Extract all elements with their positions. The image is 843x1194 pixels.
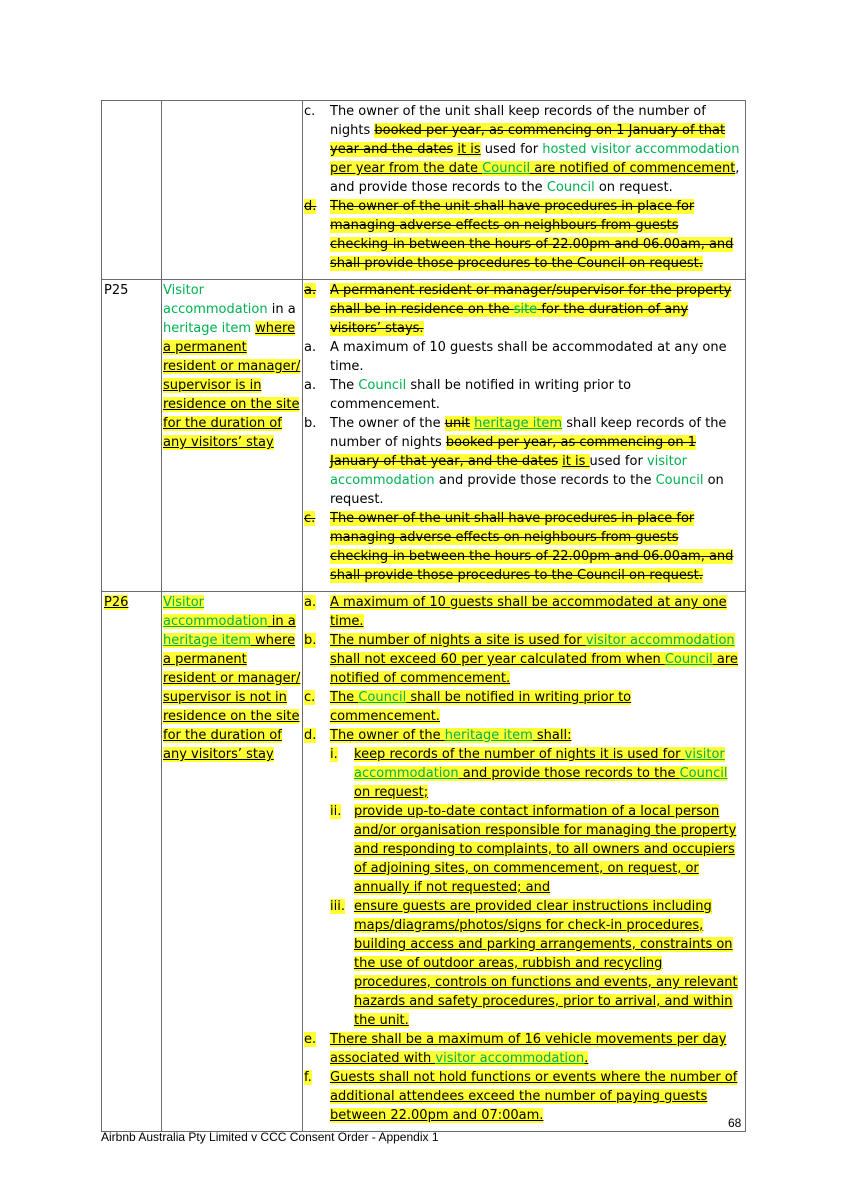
text-run: The owner of the (330, 728, 445, 743)
text-run: Visitor accommodation (163, 283, 268, 317)
clause-block (303, 1068, 741, 1125)
clause (303, 197, 741, 273)
text-run: visitor accommodation (585, 633, 735, 648)
clause (303, 509, 741, 585)
clause-text (330, 338, 741, 376)
text-run: visitor accommodation (435, 1051, 585, 1066)
clause-block (303, 593, 741, 631)
text-run: per year from the date (330, 161, 483, 176)
text-run: used for (480, 142, 543, 157)
text-run: . (584, 1051, 589, 1066)
text-run: shall be notified in writing prior to commencement. (330, 378, 632, 412)
rule-code-cell (102, 101, 162, 280)
clause-text (330, 376, 741, 414)
clause-label-text: b. (304, 633, 317, 648)
text-run: and provide those records to the (434, 473, 656, 488)
clause-label-text: d. (304, 199, 317, 214)
text-run: heritage item (474, 416, 563, 431)
clause-label-text: a. (304, 595, 317, 610)
clause-block (303, 414, 741, 509)
sub-clause (328, 745, 741, 802)
text-run: A maximum of 10 guests shall be accommodated at any one time. (330, 595, 727, 629)
text-run: booked per year, as commencing on 1 January of that year and the dates (330, 123, 726, 157)
clause-label (303, 509, 330, 585)
clause (303, 631, 741, 688)
text-run: Council (358, 690, 407, 705)
clause-label-text: a. (304, 378, 317, 393)
clause-label-text: f. (304, 1070, 312, 1085)
clause (303, 338, 741, 376)
text-run: visitor accommodation (354, 747, 725, 781)
text-run: it is (457, 142, 481, 157)
clause-text (330, 726, 741, 745)
text-run: it is (562, 454, 590, 469)
text-run: A permanent resident or manager/supervisor for the property shall be in residence on the (330, 283, 732, 317)
clause-block (303, 726, 741, 1030)
clause-label-text: c. (304, 104, 316, 119)
text-run: , and provide those records to the (330, 161, 740, 195)
rule-code-cell (102, 592, 162, 1132)
clause (303, 1030, 741, 1068)
text-run: Council (546, 180, 595, 195)
text-run: P25 (104, 283, 129, 298)
text-run: are notified of commencement. (330, 652, 738, 686)
text-run: site (513, 302, 538, 317)
sub-clause-text (354, 802, 741, 897)
clause-label-text: e. (304, 1032, 317, 1047)
text-run: The owner of the unit shall keep records of the number of nights (330, 104, 706, 138)
clause-label (303, 593, 330, 631)
clause-block (303, 631, 741, 688)
text-run: hosted visitor accommodation (542, 142, 740, 157)
clause-text (330, 1030, 741, 1068)
activity-heading-cell (162, 280, 303, 592)
clause (303, 593, 741, 631)
text-run: Council (655, 473, 704, 488)
activity-heading-cell (162, 101, 303, 280)
sub-clause-label (328, 745, 354, 802)
text-run: booked per year, as commencing on 1 January of that year, and the dates (330, 435, 697, 469)
sub-clause-label (328, 802, 354, 897)
text-run: used for (589, 454, 647, 469)
text-run: The owner of the (330, 416, 445, 431)
clause-block (303, 338, 741, 376)
text-run: on request. (330, 473, 724, 507)
clause (303, 726, 741, 745)
text-run: in a (267, 302, 296, 317)
clause-text (330, 281, 741, 338)
text-run: The owner of the unit shall have procedures in place for managing adverse effects on neighbours from guests checking-in between the hours of 22.00pm and 06.00am, and shall provide those procedures to the Council on request. (330, 511, 734, 583)
text-run: unit (444, 416, 470, 431)
text-run: on request. (594, 180, 673, 195)
table-row (102, 592, 746, 1132)
clause-text (330, 102, 741, 197)
text-run: shall keep records of the number of nights (330, 416, 727, 450)
clause-label-text: c. (304, 690, 316, 705)
activity-heading-cell (162, 592, 303, 1132)
clause-label-text: a. (304, 340, 317, 355)
clause-text (330, 1068, 741, 1125)
text-run: There shall be a maximum of 16 vehicle movements per day associated with (330, 1032, 727, 1066)
text-run: visitor accommodation (330, 454, 688, 488)
rules-table (101, 100, 746, 1132)
text-run: provide up-to-date contact information of a local person and/or organisation responsible for managing the property and responding to complaints, to all owners and occupiers of adjoining sites, on commencement, on request, or annually if not requested; and (354, 804, 737, 895)
text-run: shall: (532, 728, 572, 743)
sub-clause-label-text: ii. (330, 804, 342, 819)
clause-block (303, 1030, 741, 1068)
clause-label (303, 197, 330, 273)
text-run: heritage item (163, 633, 252, 648)
clause (303, 414, 741, 509)
clause-label (303, 102, 330, 197)
sub-clause-label (328, 897, 354, 1030)
clause (303, 102, 741, 197)
text-run: where a permanent resident or manager/ supervisor is in residence on the site for the duration of any visitors’ stay (163, 321, 301, 450)
sub-clause-label-text: i. (330, 747, 338, 762)
clause-label-text: a. (304, 283, 317, 298)
clause-label (303, 376, 330, 414)
text-run: P26 (104, 595, 129, 610)
text-run: The (330, 690, 359, 705)
clause-label (303, 281, 330, 338)
text-run: heritage item (163, 321, 252, 336)
clause-label (303, 1068, 330, 1125)
conditions-cell (303, 592, 746, 1132)
sub-clause (328, 802, 741, 897)
text-run: are notified of commencement (530, 161, 736, 176)
rules-table-body (102, 101, 746, 1132)
rule-code-cell (102, 280, 162, 592)
clause-block (303, 197, 741, 273)
text-run: ensure guests are provided clear instructions including maps/diagrams/photos/signs for check-in procedures, building access and parking arrangements, constraints on the use of outdoor areas, rubbish and recycling procedures, controls on functions and events, any relevant hazards and safety procedures, prior to arrival, and within the unit. (354, 899, 738, 1028)
text-run: keep records of the number of nights it is used for (354, 747, 685, 762)
clause-label (303, 726, 330, 745)
clause-label-text: b. (304, 416, 317, 431)
text-run: on request; (354, 785, 429, 800)
clause-label-text: c. (304, 511, 316, 526)
sub-clause (328, 897, 741, 1030)
clause-text (330, 414, 741, 509)
clause-block (303, 376, 741, 414)
clause-text (330, 593, 741, 631)
conditions-cell (303, 280, 746, 592)
text-run: A maximum of 10 guests shall be accommodated at any one time. (330, 340, 727, 374)
conditions-cell (303, 101, 746, 280)
text-run: The owner of the unit shall have procedures in place for managing adverse effects on neighbours from guests checking-in between the hours of 22.00pm and 06.00am, and shall provide those procedures to the Council on request. (330, 199, 734, 271)
clause-block (303, 509, 741, 585)
text-run: Visitor accommodation (163, 595, 268, 629)
sub-clause-text (354, 897, 741, 1030)
clause-block (303, 688, 741, 726)
text-run: and provide those records to the (458, 766, 680, 781)
clause (303, 688, 741, 726)
footer-text: Airbnb Australia Pty Limited v CCC Consent Order - Appendix 1 (101, 1130, 439, 1144)
clause-label (303, 688, 330, 726)
clause-text (330, 631, 741, 688)
clause (303, 281, 741, 338)
text-run: Council (358, 378, 407, 393)
text-run: The number of nights a site is used for (330, 633, 586, 648)
text-run: for the duration of any visitors’ stays. (330, 302, 689, 336)
table-row (102, 280, 746, 592)
clause (303, 376, 741, 414)
text-run: where a permanent resident or manager/ supervisor is not in residence on the site for the duration of any visitors’ stay (163, 633, 301, 762)
clause-block (303, 102, 741, 197)
clause-text (330, 197, 741, 273)
text-run: Council (482, 161, 531, 176)
clause-label (303, 414, 330, 509)
text-run: Council (664, 652, 713, 667)
text-run: The (330, 378, 359, 393)
text-run: shall not exceed 60 per year calculated from when (330, 652, 665, 667)
clause-label (303, 1030, 330, 1068)
text-run: shall be notified in writing prior to commencement. (330, 690, 632, 724)
clause-text (330, 509, 741, 585)
page-number: 68 (728, 1116, 742, 1130)
clause (303, 1068, 741, 1125)
text-run: in a (267, 614, 296, 629)
clause-label (303, 631, 330, 688)
text-run: Council (679, 766, 728, 781)
sub-clause-text (354, 745, 741, 802)
text-run: heritage item (444, 728, 533, 743)
clause-label (303, 338, 330, 376)
table-row (102, 101, 746, 280)
clause-label-text: d. (304, 728, 317, 743)
sub-clause-label-text: iii. (330, 899, 345, 914)
clause-text (330, 688, 741, 726)
clause-block (303, 281, 741, 338)
text-run: Guests shall not hold functions or events where the number of additional attendees exceed the number of paying guests between 22.00pm and 07:00am. (330, 1070, 738, 1123)
